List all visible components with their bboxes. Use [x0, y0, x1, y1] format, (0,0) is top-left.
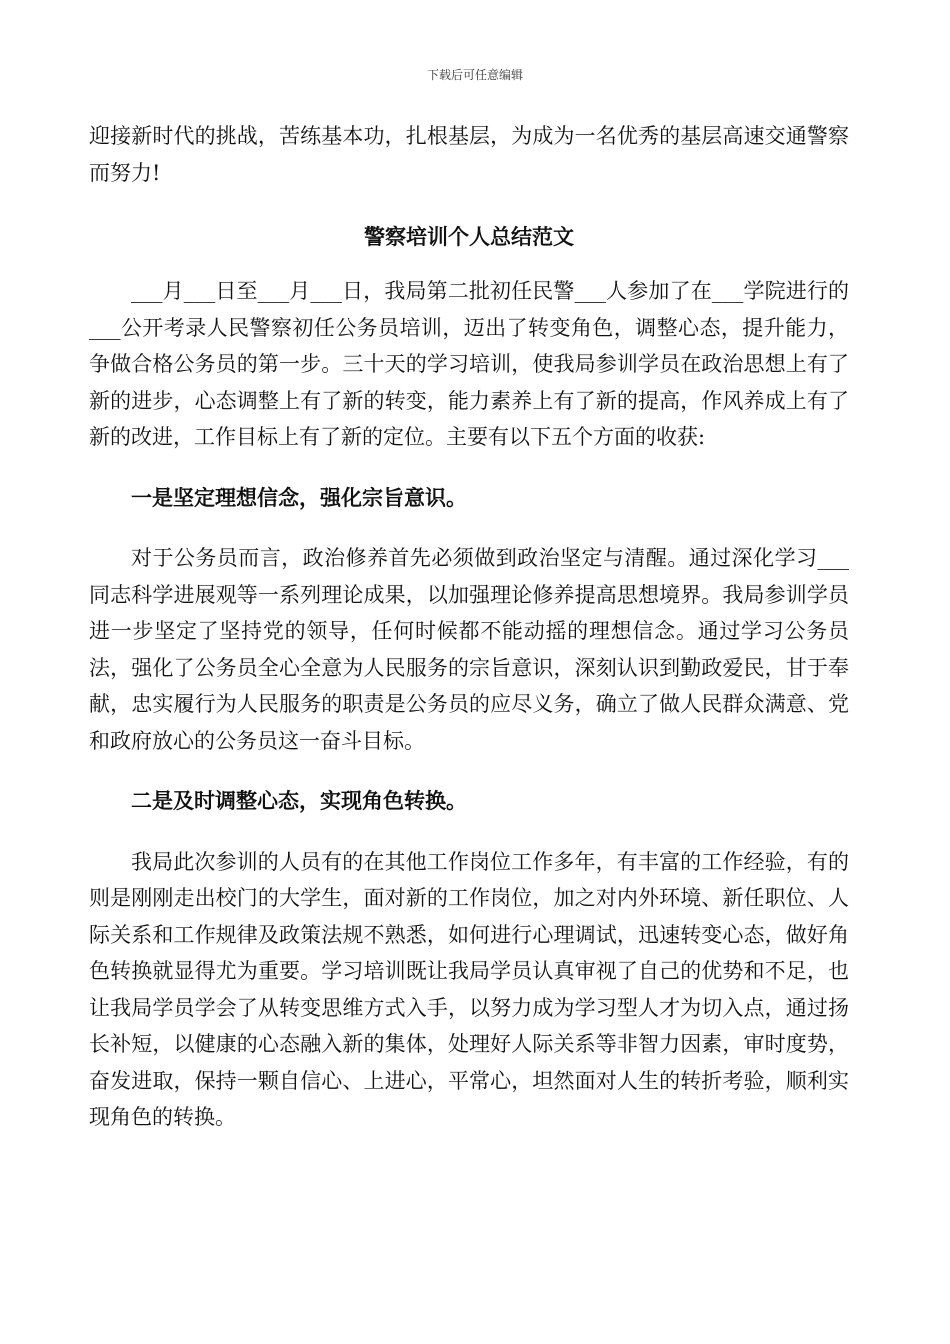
section-heading-1: 一是坚定理想信念，强化宗旨意识。: [131, 485, 467, 510]
document-title: 警察培训个人总结范文: [364, 225, 574, 249]
paragraph-overview: ___月___日至___月___日，我局第二批初任民警___人参加了在___学院进行的___公开考录人民警察初任公务员培训，迈出了转变角色，调整心态，提升能力，争做合格公务员的第一步。三十天的学习培训，使我局参训学员在政治思想上有了新的进步，心态调整上有了新的转变，能力素养上有了新的提高，作风养成上有了新的改进，工作目标上有了新的定位。主要有以下五个方面的收获:: [89, 279, 849, 449]
document-body: [89, 118, 849, 1136]
intro-paragraph-tail: 迎接新时代的挑战，苦练基本功，扎根基层，为成为一名优秀的基层高速交通警察而努力!: [89, 124, 849, 185]
paragraph-mindset: 我局此次参训的人员有的在其他工作岗位工作多年，有丰富的工作经验，有的则是刚刚走出校门的大学生，面对新的工作岗位，加之对内外环境、新任职位、人际关系和工作规律及政策法规不熟悉，如何进行心理调试，迅速转变心态，做好角色转换就显得尤为重要。学习培训既让我局学员认真审视了自己的优势和不足，也让我局学员学会了从转变思维方式入手，以努力成为学习型人才为切入点，通过扬长补短，以健康的心态融入新的集体，处理好人际关系等非智力因素，审时度势，奋发进取，保持一颗自信心、上进心，平常心，坦然面对人生的转折考验，顺利实现角色的转换。: [89, 849, 849, 1129]
paragraph-ideals: 对于公务员而言，政治修养首先必须做到政治坚定与清醒。通过深化学习___同志科学进展观等一系列理论成果，以加强理论修养提高思想境界。我局参训学员进一步坚定了坚持党的领导，任何时候都不能动摇的理想信念。通过学习公务员法，强化了公务员全心全意为人民服务的宗旨意识，深刻认识到勤政爱民，甘于奉献，忠实履行为人民服务的职责是公务员的应尽义务，确立了做人民群众满意、党和政府放心的公务员这一奋斗目标。: [89, 546, 849, 753]
section-heading-2: 二是及时调整心态，实现角色转换。: [131, 789, 467, 813]
page-header-note: 下载后可任意编辑: [426, 68, 523, 82]
